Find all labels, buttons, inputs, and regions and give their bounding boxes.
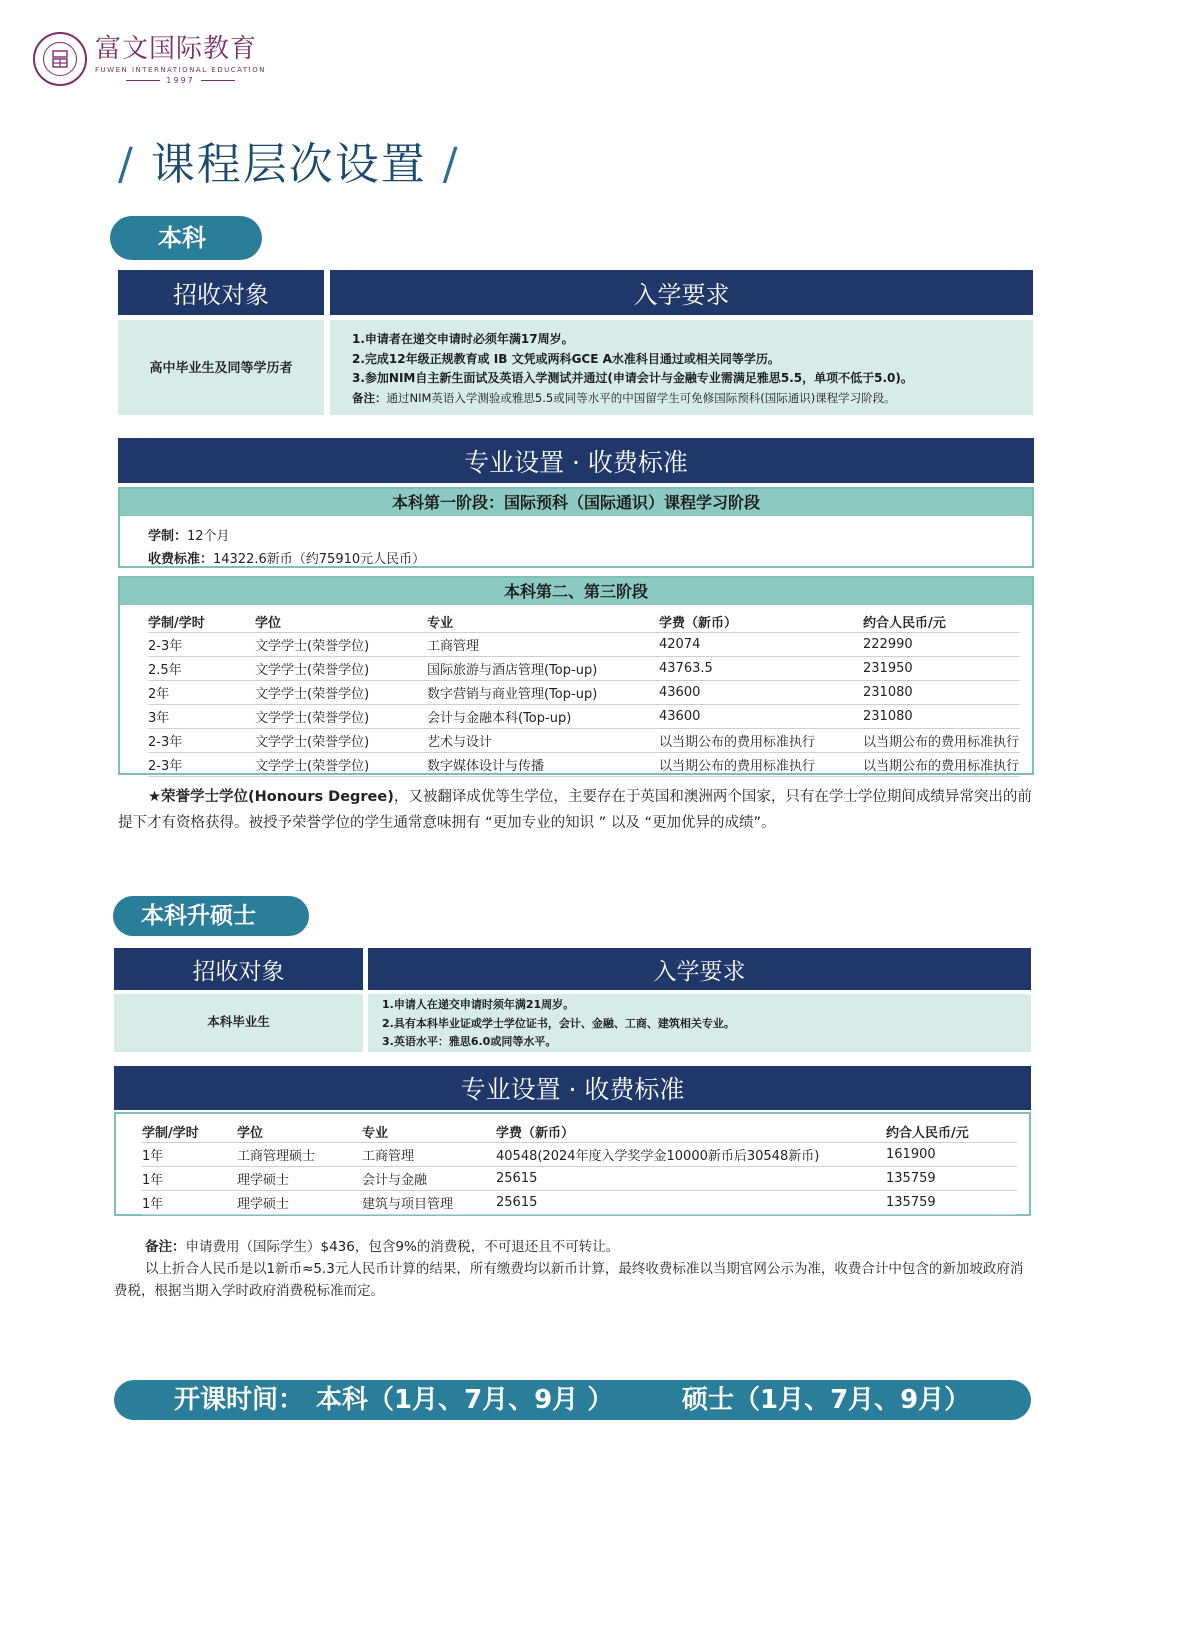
bachelor-fee-table — [148, 610, 1020, 777]
table-row: 2年 文学学士(荣誉学位) 数字营销与商业管理(Top-up) 43600 231080 — [148, 681, 1020, 705]
master-fee-header: 专业设置 · 收费标准 — [114, 1066, 1031, 1110]
logo — [33, 28, 266, 90]
bachelor-requirements-header: 入学要求 — [330, 270, 1033, 315]
table-row: 2-3年 文学学士(荣誉学位) 工商管理 42074 222990 — [148, 633, 1020, 657]
table-row: 2-3年 文学学士(荣誉学位) 艺术与设计 以当期公布的费用标准执行 以当期公布的费用标准执行 — [148, 729, 1020, 753]
table-row: 1年 工商管理硕士 工商管理 40548(2024年度入学奖学金10000新币后30548新币) 161900 — [142, 1143, 1017, 1167]
master-target-cell: 本科毕业生 — [114, 994, 363, 1052]
table-row: 2.5年 文学学士(荣誉学位) 国际旅游与酒店管理(Top-up) 43763.5 231950 — [148, 657, 1020, 681]
table-row: 1年 理学硕士 会计与金融 25615 135759 — [142, 1167, 1017, 1191]
master-requirements-header: 入学要求 — [368, 948, 1031, 990]
stage2-box — [118, 576, 1034, 775]
master-requirements-list: 1.申请人在递交申请时须年满21周岁。 2.具有本科毕业证或学士学位证书，会计、金融、工商、建筑相关专业。 3.英语水平：雅思6.0或同等水平。 — [382, 998, 735, 1048]
logo-name-en: FUWEN INTERNATIONAL EDUCATION — [95, 65, 266, 74]
logo-name-cn: 富文国际教育 — [95, 33, 258, 64]
stage1-title: 本科第一阶段：国际预科（国际通识）课程学习阶段 — [120, 489, 1032, 516]
logo-year: 1997 — [95, 76, 266, 85]
table-row: 2-3年 文学学士(荣誉学位) 数字媒体设计与传播 以当期公布的费用标准执行 以当期公布的费用标准执行 — [148, 753, 1020, 777]
table-header-row: 学制/学时 学位 专业 学费（新币） 约合人民币/元 — [142, 1120, 1017, 1143]
bachelor-requirements-cell — [330, 320, 1033, 415]
bachelor-fee-header: 专业设置 · 收费标准 — [118, 438, 1034, 483]
master-fee-box — [114, 1112, 1031, 1216]
master-fee-table — [142, 1120, 1017, 1215]
table-header-row: 学制/学时 学位 专业 学费（新币） 约合人民币/元 — [148, 610, 1020, 633]
fee-notes: 备注：申请费用（国际学生）$436，包含9%的消费税，不可退还且不可转让。 以上折合人民币是以1新币≈5.3元人民币计算的结果，所有缴费均以新币计算，最终收费标准以当期官网公示为准，收费合计中包含的新加坡政府消费税，根据当期入学时政府消费税标准而定。 — [114, 1239, 1024, 1299]
master-pill: 本科升硕士 — [113, 896, 309, 936]
page-title: / 课程层次设置 / — [118, 139, 460, 190]
intake-bar: 开课时间： 本科（1月、7月、9月 ） 硕士（1月、7月、9月） — [114, 1380, 1031, 1420]
stage2-title: 本科第二、第三阶段 — [120, 578, 1032, 605]
logo-seal-icon — [33, 32, 87, 86]
table-row: 1年 理学硕士 建筑与项目管理 25615 135759 — [142, 1191, 1017, 1215]
bachelor-pill: 本科 — [110, 216, 262, 260]
honours-paragraph: ★荣誉学士学位(Honours Degree)，又被翻译成优等生学位，主要存在于英国和澳洲两个国家，只有在学士学位期间成绩异常突出的前提下才有资格获得。被授予荣誉学位的学生通常意味拥有 “更加专业的知识 ” 以及 “更加优异的成绩”。 — [118, 789, 1032, 831]
bachelor-target-header: 招收对象 — [118, 270, 324, 315]
bachelor-target-cell: 高中毕业生及同等学历者 — [118, 320, 324, 415]
stage1-box: 本科第一阶段：国际预科（国际通识）课程学习阶段 学制：12个月 收费标准：14322.6新币（约75910元人民币） — [118, 487, 1034, 568]
master-requirements-cell — [368, 994, 1031, 1052]
bachelor-requirements-list: 1.申请者在递交申请时必须年满17周岁。 2.完成12年级正规教育或 IB 文凭或两科GCE A水准科目通过或相关同等学历。 3.参加NIM自主新生面试及英语入学测试并通过(申请会计与金融专业需满足雅思5.5，单项不低于5.0)。 备注：通过NIM英语入学测验或雅思5.5或同等水平的中国留学生可免修国际预科(国际通识)课程学习阶段。 — [352, 332, 913, 405]
master-target-header: 招收对象 — [114, 948, 363, 990]
table-row: 3年 文学学士(荣誉学位) 会计与金融本科(Top-up) 43600 231080 — [148, 705, 1020, 729]
